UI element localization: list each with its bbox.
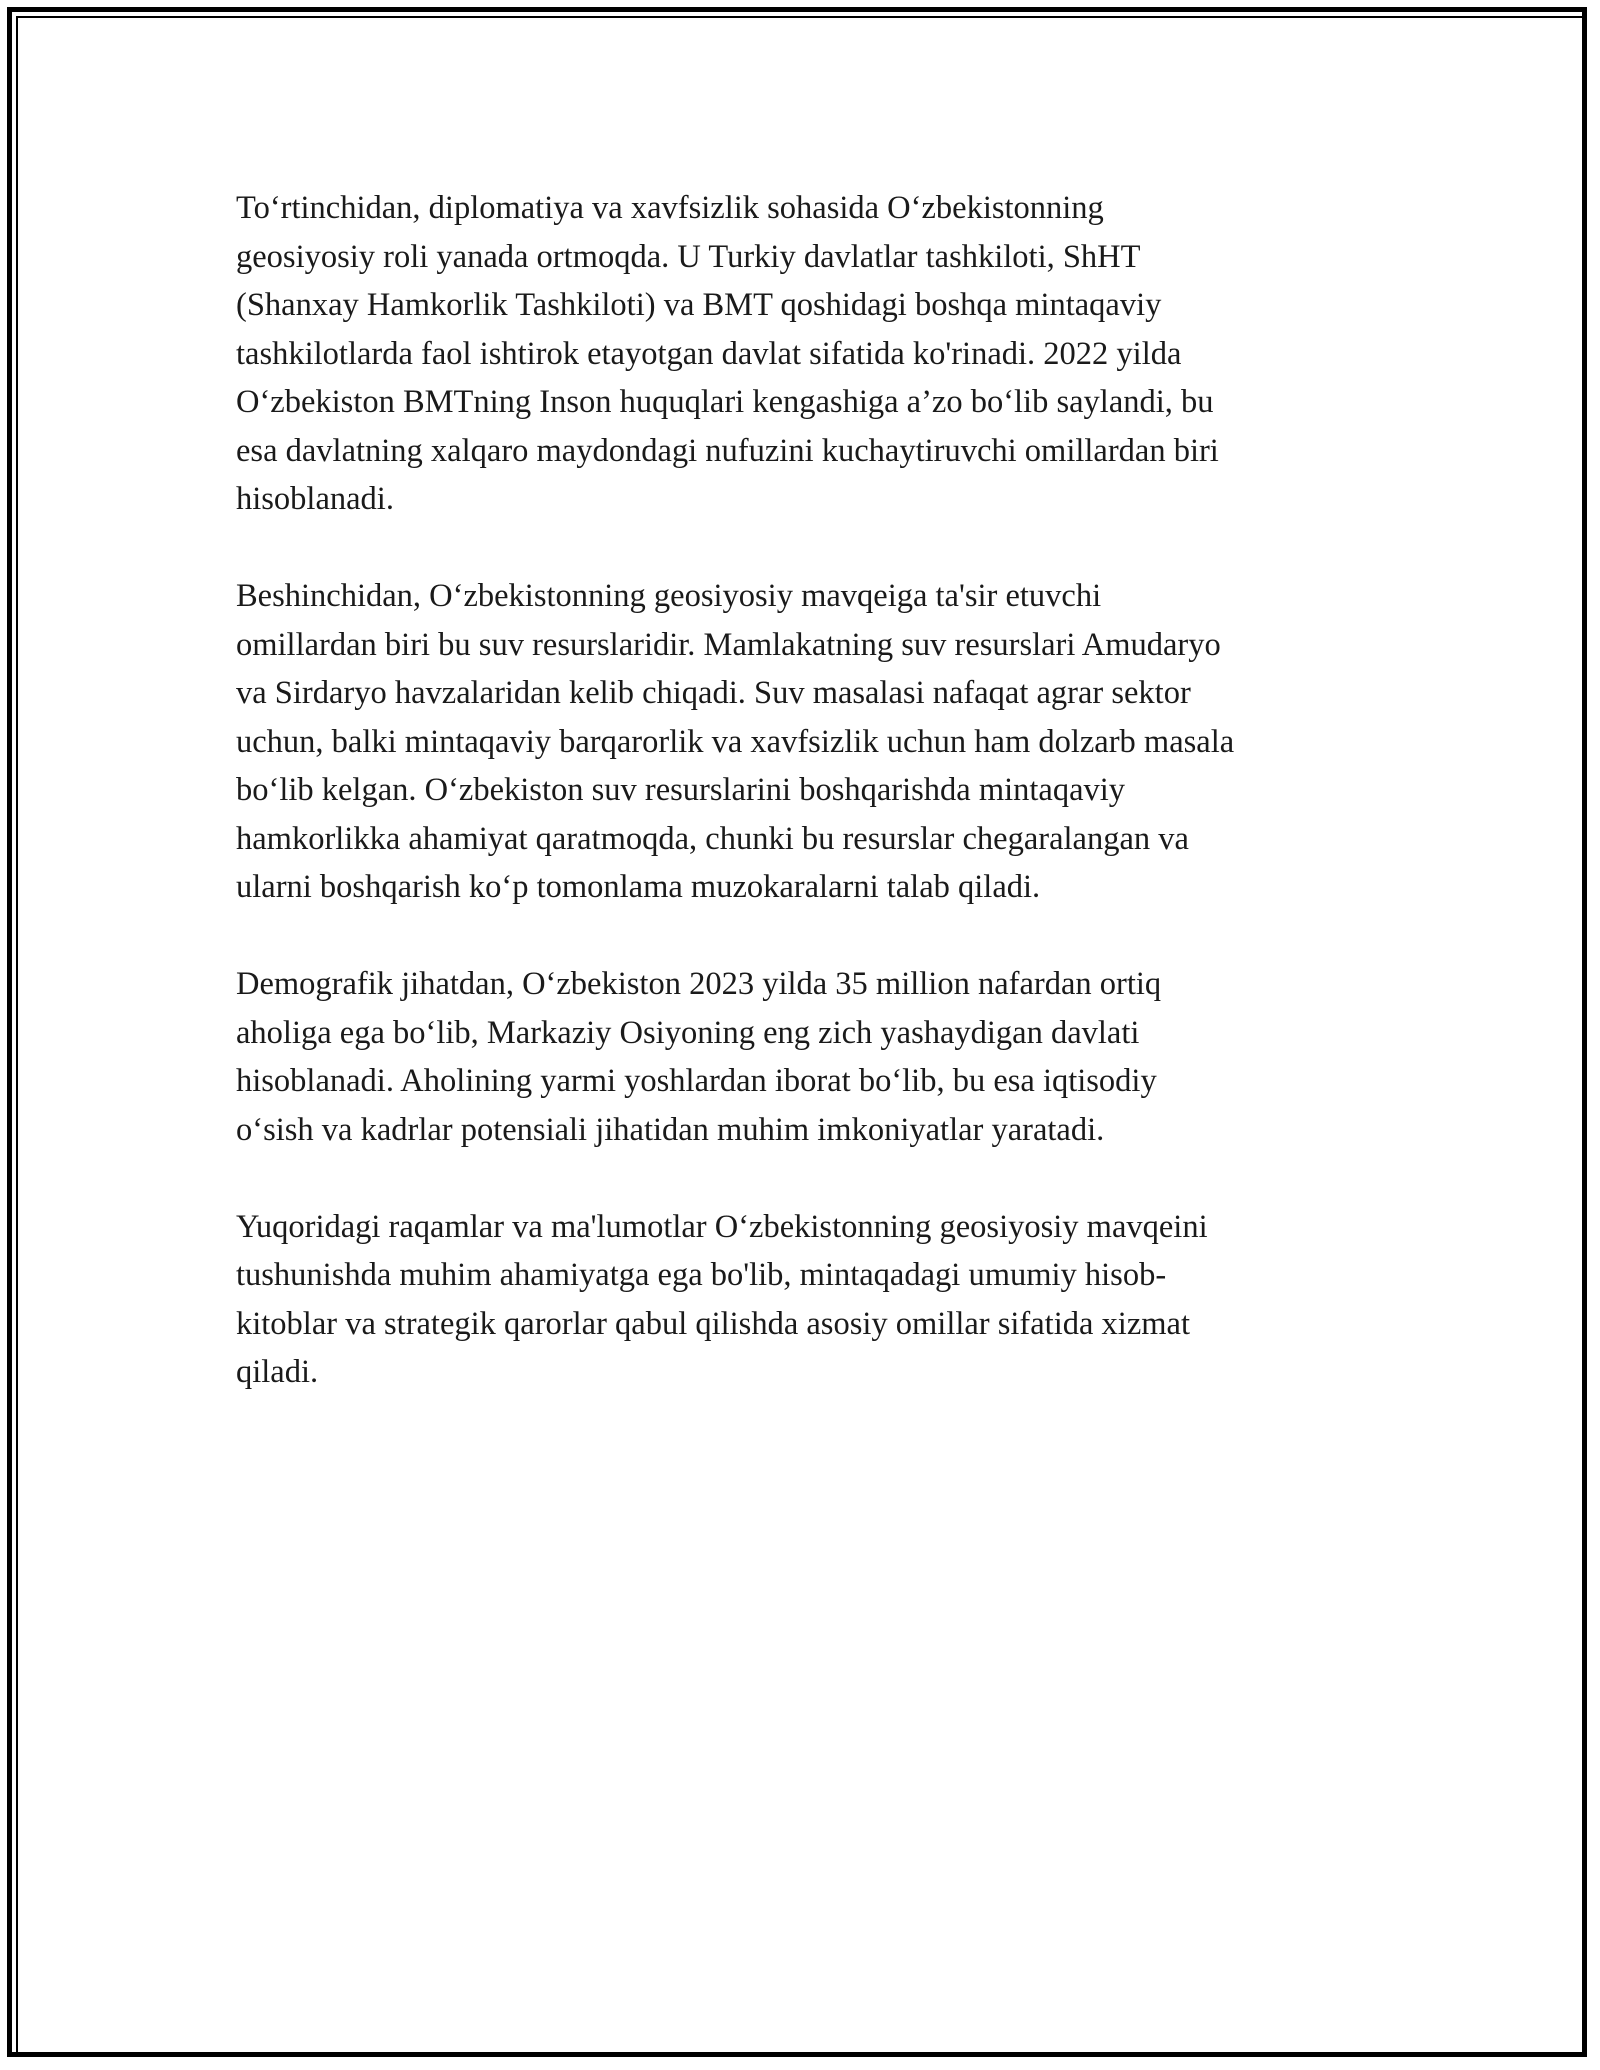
paragraph-line: tushunishda muhim ahamiyatga ega bo'lib, mintaqadagi umumiy hisob- bbox=[236, 1257, 1167, 1293]
paragraph-line: bo‘lib kelgan. O‘zbekiston suv resurslarini boshqarishda mintaqaviy bbox=[236, 772, 1126, 808]
paragraph-diplomacy bbox=[236, 184, 1376, 524]
paragraph-line: aholiga ega bo‘lib, Markaziy Osiyoning eng zich yashaydigan davlati bbox=[236, 1014, 1140, 1051]
paragraph-line: ularni boshqarish ko‘p tomonlama muzokaralarni talab qiladi. bbox=[236, 869, 1041, 905]
paragraph-conclusion bbox=[236, 1203, 1376, 1397]
paragraph-line: O‘zbekiston BMTning Inson huquqlari kengashiga a’zo bo‘lib saylandi, bu bbox=[236, 384, 1214, 420]
paragraph-water-resources bbox=[236, 572, 1376, 912]
paragraph-line: hisoblanadi. Aholining yarmi yoshlardan iborat bo‘lib, bu esa iqtisodiy bbox=[236, 1063, 1157, 1099]
paragraph-line: (Shanxay Hamkorlik Tashkiloti) va BMT qoshidagi boshqa mintaqaviy bbox=[236, 287, 1162, 323]
paragraph-line: kitoblar va strategik qarorlar qabul qilishda asosiy omillar sifatida xizmat bbox=[236, 1305, 1190, 1342]
paragraph-line: Beshinchidan, O‘zbekistonning geosiyosiy mavqeiga ta'sir etuvchi bbox=[236, 578, 1102, 614]
paragraph-line: Demografik jihatdan, O‘zbekiston 2023 yilda 35 million nafardan ortiq bbox=[236, 966, 1162, 1002]
paragraph-line: uchun, balki mintaqaviy barqarorlik va xavfsizlik uchun ham dolzarb masala bbox=[236, 723, 1235, 760]
paragraph-line: va Sirdaryo havzalaridan kelib chiqadi. Suv masalasi nafaqat agrar sektor bbox=[236, 675, 1191, 711]
paragraph-line: omillardan biri bu suv resurslaridir. Mamlakatning suv resurslari Amudaryo bbox=[236, 626, 1221, 663]
paragraph-demography bbox=[236, 960, 1376, 1154]
paragraph-line: hisoblanadi. bbox=[236, 481, 394, 517]
paragraph-line: esa davlatning xalqaro maydondagi nufuzini kuchaytiruvchi omillardan biri bbox=[236, 432, 1219, 469]
paragraph-line: Yuqoridagi raqamlar va ma'lumotlar O‘zbekistonning geosiyosiy mavqeini bbox=[236, 1208, 1208, 1245]
paragraph-line: qiladi. bbox=[236, 1354, 319, 1390]
paragraph-line: tashkilotlarda faol ishtirok etayotgan davlat sifatida ko'rinadi. 2022 yilda bbox=[236, 335, 1182, 372]
paragraph-line: o‘sish va kadrlar potensiali jihatidan muhim imkoniyatlar yaratadi. bbox=[236, 1111, 1105, 1148]
paragraph-line: geosiyosiy roli yanada ortmoqda. U Turkiy davlatlar tashkiloti, ShHT bbox=[236, 238, 1141, 275]
paragraph-line: To‘rtinchidan, diplomatiya va xavfsizlik sohasida O‘zbekistonning bbox=[236, 190, 1104, 226]
paragraph-line: hamkorlikka ahamiyat qaratmoqda, chunki bu resurslar chegaralangan va bbox=[236, 820, 1189, 857]
document-body bbox=[236, 184, 1376, 1397]
